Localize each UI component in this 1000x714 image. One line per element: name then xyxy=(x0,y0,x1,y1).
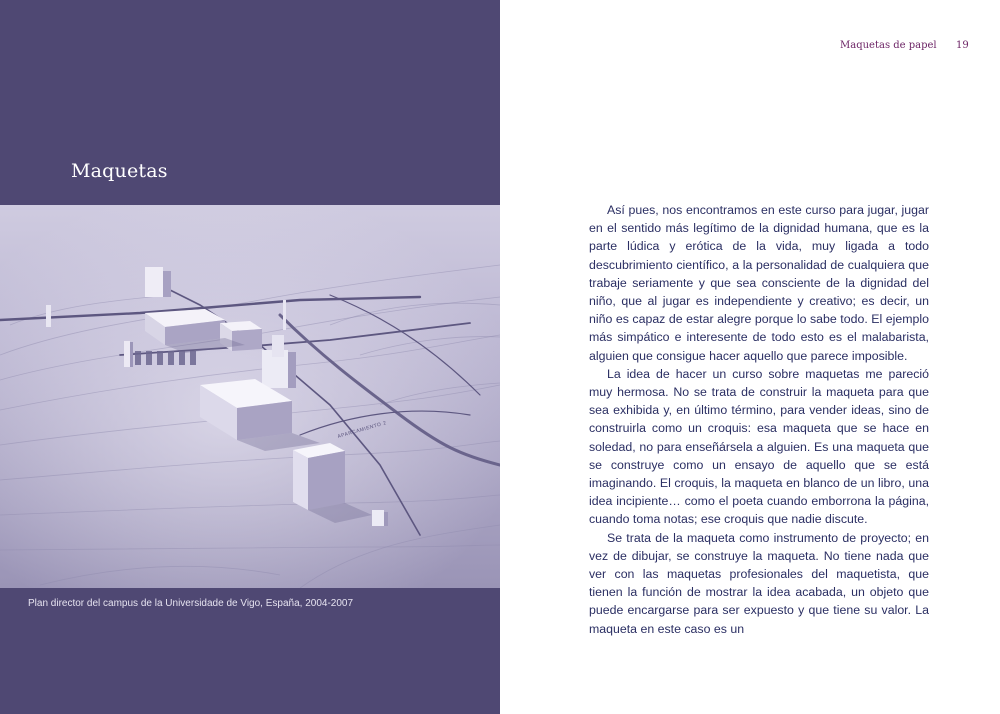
paragraph: Así pues, nos encontramos en este curso para jugar, jugar en el sentido más legítimo de la dignidad humana, que es la parte lúdica y erótica de la vida, muy ligada a todo descubrimiento científico, a la personalidad de cualquiera que trabaje seriamente y que sea consciente de la dignidad del niño, que al jugar es independiente y creativo; es decir, un niño es capaz de estar alegre porque lo sabe todo. El ejemplo más simpático e interesente de todo esto es el malabarista, alguien que consigue hacer aquello que parece imposible. xyxy=(589,203,929,363)
campus-model-photo xyxy=(0,205,500,588)
right-page xyxy=(500,0,1000,714)
page-number: 19 xyxy=(956,40,969,51)
model-illustration xyxy=(0,205,500,588)
map-label: APARCAMIENTO 2 xyxy=(336,420,388,440)
paragraph: Se trata de la maqueta como instrumento de proyecto; en vez de dibujar, se construye la maqueta. No tiene nada que ver con las maquetas profesionales del maquetista, que tienen la función de mostrar la idea acabada, un objeto que puede encargarse para ser expuesto y que tiene su valor. La maqueta en este caso es un xyxy=(589,530,929,636)
body-text xyxy=(589,201,929,638)
running-head: Maquetas de papel xyxy=(840,40,937,51)
page-heading: Maquetas xyxy=(71,160,168,182)
photo-caption: Plan director del campus de la Universidade de Vigo, España, 2004-2007 xyxy=(28,598,354,609)
paragraph: La idea de hacer un curso sobre maquetas me pareció muy hermosa. No se trata de construir la maqueta para que sea exhibida y, en último término, para vender ideas, sino de construirla como un croquis: esa maqueta que se hace en soledad, no para enseñársela a alguien. Es una maqueta que se construye como un ensayo de aquello que se está imaginando. El croquis, la maqueta en blanco de un libro, una idea incipiente… como el poeta cuando emborrona la página, cuando toma notas; ese croquis que nadie discute. xyxy=(589,366,929,527)
